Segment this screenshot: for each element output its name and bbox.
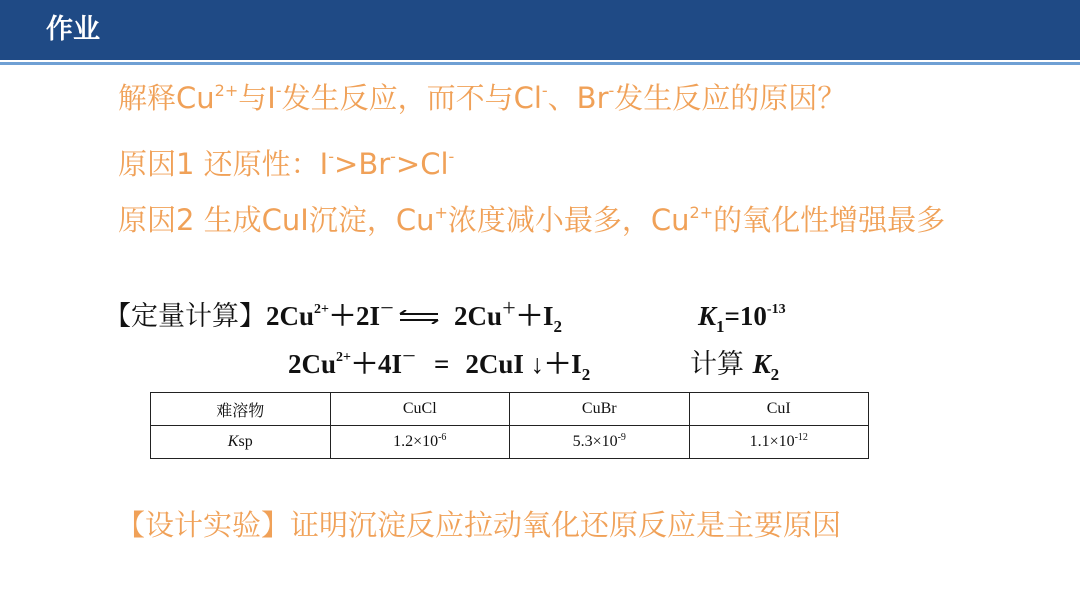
table-row: [151, 426, 869, 459]
title-bar: [0, 0, 1080, 60]
equation-1: 【定量计算】$2Cu^{2+}+2I^-$ $2Cu^++I_2$: [104, 301, 563, 336]
ksp-value-cell: $5.3\times 10^{-9}$: [510, 426, 690, 459]
table-header-cell: CuBr: [510, 393, 690, 426]
k2-calc: 计算 $K_2$: [690, 349, 780, 384]
equilibrium-arrow-icon: [398, 310, 440, 324]
reason-1-line: 原因1 还原性：I->Br->Cl-: [118, 147, 455, 181]
page-title: 作业: [46, 14, 100, 45]
ksp-label-cell: Ksp: [151, 426, 331, 459]
table-header-cell: CuCl: [330, 393, 510, 426]
reason-2-line: 原因2 生成CuI沉淀，Cu+浓度减小最多，$Cu^{2+}$的氧化性增强最多: [118, 203, 946, 237]
experiment-line: 【设计实验】证明沉淀反应拉动氧化还原反应是主要原因: [116, 508, 842, 542]
header-divider: [0, 62, 1080, 65]
table-header-cell: 难溶物: [151, 393, 331, 426]
table-header-row: [151, 393, 869, 426]
table-header-cell: CuI: [689, 393, 869, 426]
ksp-value-cell: $1.2\times 10^{-6}$: [330, 426, 510, 459]
question-line: 解释$Cu^{2+}$与I-发生反应，而不与Cl-、Br-发生反应的原因？: [118, 81, 847, 115]
calc-label: 【定量计算】: [104, 301, 266, 332]
equation-2: $2Cu^{2+}+4I^- = 2CuI$ $↓+I_2$: [288, 349, 591, 384]
ksp-value-cell: $1.1\times 10^{-12}$: [689, 426, 869, 459]
ksp-table: [150, 392, 869, 459]
k1-value: $K_1=10^{-13}$: [698, 301, 786, 336]
